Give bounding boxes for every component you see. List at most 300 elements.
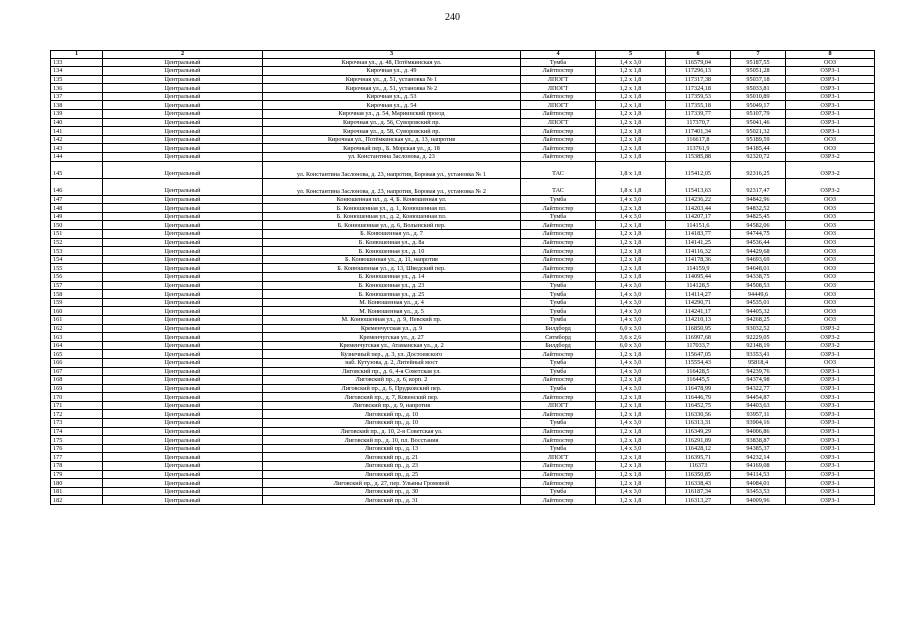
table-row [51, 496, 875, 505]
structure-type-cell: Лайтпостер [521, 67, 596, 76]
size-cell: 1,2 x 1,8 [596, 393, 666, 402]
coord-y-cell: 92148,19 [731, 341, 786, 350]
table-row [51, 315, 875, 324]
coord-y-cell: 94374,98 [731, 376, 786, 385]
zone-cell: ОЗРЗ-1 [786, 376, 875, 385]
coord-x-cell: 116187,34 [666, 487, 731, 496]
table-row [51, 419, 875, 428]
coord-x-cell: 113761,9 [666, 144, 731, 153]
table-row [51, 178, 875, 195]
coord-y-cell: 94582,06 [731, 221, 786, 230]
coord-x-cell: 116478,99 [666, 384, 731, 393]
district-cell: Центральный [103, 264, 263, 273]
structure-type-cell: Лайтпостер [521, 153, 596, 162]
address-cell: Кременчугская ул., Атаманская ул., д. 2 [263, 341, 521, 350]
size-cell: 1,4 x 3,0 [596, 298, 666, 307]
zone-cell: ОЗРЗ-1 [786, 479, 875, 488]
address-cell: Б. Конюшенная ул., д. 6, Волынский пер. [263, 221, 521, 230]
size-cell: 1,8 x 1,8 [596, 161, 666, 178]
row-number-cell: 157 [51, 281, 103, 290]
address-cell: Б. Конюшенная ул., д. 1, Конюшенная пл. [263, 204, 521, 213]
row-number-cell: 164 [51, 341, 103, 350]
district-cell: Центральный [103, 290, 263, 299]
row-number-cell: 182 [51, 496, 103, 505]
row-number-cell: 175 [51, 436, 103, 445]
row-number-cell: 158 [51, 290, 103, 299]
row-number-cell: 136 [51, 84, 103, 93]
coord-x-cell: 117317,38 [666, 75, 731, 84]
coord-x-cell: 116395,71 [666, 453, 731, 462]
table-row [51, 58, 875, 67]
coord-x-cell: 114210,13 [666, 315, 731, 324]
table-row [51, 410, 875, 419]
table-row [51, 195, 875, 204]
table-row [51, 67, 875, 76]
coord-y-cell: 94842,96 [731, 195, 786, 204]
zone-cell: ООЗ [786, 264, 875, 273]
coord-x-cell: 116313,31 [666, 419, 731, 428]
address-cell: Б. Конюшенная ул., д. 8а [263, 238, 521, 247]
address-cell: Б. Конюшенная ул., д. 10 [263, 247, 521, 256]
row-number-cell: 150 [51, 221, 103, 230]
structure-type-cell: ЛПОГТ [521, 84, 596, 93]
row-number-cell: 173 [51, 419, 103, 428]
table-row [51, 393, 875, 402]
coord-y-cell: 94832,52 [731, 204, 786, 213]
zone-cell: ОЗРЗ-1 [786, 384, 875, 393]
zone-cell: ООЗ [786, 307, 875, 316]
coord-x-cell: 116330,56 [666, 410, 731, 419]
structure-type-cell: Лайтпостер [521, 410, 596, 419]
zone-cell: ООЗ [786, 247, 875, 256]
district-cell: Центральный [103, 161, 263, 178]
table-row [51, 127, 875, 136]
data-table [50, 50, 875, 505]
table-row [51, 350, 875, 359]
structure-type-cell: Лайтпостер [521, 221, 596, 230]
size-cell: 1,4 x 3,0 [596, 315, 666, 324]
district-cell: Центральный [103, 272, 263, 281]
district-cell: Центральный [103, 118, 263, 127]
coord-x-cell: 117033,7 [666, 341, 731, 350]
column-header: 8 [786, 51, 875, 59]
size-cell: 1,2 x 1,8 [596, 272, 666, 281]
size-cell: 1,4 x 3,0 [596, 358, 666, 367]
table-row [51, 212, 875, 221]
address-cell: Лиговский пр., д. 13 [263, 444, 521, 453]
coord-x-cell: 115554,43 [666, 358, 731, 367]
coord-x-cell: 116350,85 [666, 470, 731, 479]
coord-x-cell: 114207,17 [666, 212, 731, 221]
address-cell: ул. Константина Заслонова, д. 23 [263, 153, 521, 162]
coord-x-cell: 117359,53 [666, 92, 731, 101]
table-row [51, 75, 875, 84]
address-cell: Б. Конюшенная ул., д. 13, Шведский пер. [263, 264, 521, 273]
size-cell: 1,2 x 1,8 [596, 410, 666, 419]
district-cell: Центральный [103, 58, 263, 67]
structure-type-cell: Тумба [521, 487, 596, 496]
table-row [51, 153, 875, 162]
table-row [51, 110, 875, 119]
table-row [51, 487, 875, 496]
coord-x-cell: 116373 [666, 462, 731, 471]
zone-cell: ООЗ [786, 230, 875, 239]
zone-cell: ООЗ [786, 255, 875, 264]
address-cell: Кременчугская ул., д. 27 [263, 333, 521, 342]
coord-x-cell: 116617,8 [666, 135, 731, 144]
table-row [51, 298, 875, 307]
district-cell: Центральный [103, 255, 263, 264]
coord-y-cell: 93453,53 [731, 487, 786, 496]
size-cell: 1,4 x 3,0 [596, 195, 666, 204]
coord-y-cell: 93904,16 [731, 419, 786, 428]
structure-type-cell: Лайтпостер [521, 376, 596, 385]
structure-type-cell: Лайтпостер [521, 247, 596, 256]
structure-type-cell: Ситиборд [521, 333, 596, 342]
size-cell: 1,2 x 1,8 [596, 436, 666, 445]
zone-cell: ООЗ [786, 315, 875, 324]
zone-cell: ОЗРЗ-1 [786, 444, 875, 453]
district-cell: Центральный [103, 333, 263, 342]
size-cell: 1,2 x 1,8 [596, 264, 666, 273]
structure-type-cell: Лайтпостер [521, 255, 596, 264]
zone-cell: ОЗРЗ-1 [786, 118, 875, 127]
structure-type-cell: Лайтпостер [521, 135, 596, 144]
coord-y-cell: 94403,63 [731, 401, 786, 410]
coord-x-cell: 115385,88 [666, 153, 731, 162]
district-cell: Центральный [103, 436, 263, 445]
table-row [51, 135, 875, 144]
coord-y-cell: 94405,32 [731, 307, 786, 316]
size-cell: 1,4 x 3,0 [596, 367, 666, 376]
row-number-cell: 167 [51, 367, 103, 376]
district-cell: Центральный [103, 67, 263, 76]
column-header: 2 [103, 51, 263, 59]
coord-x-cell: 116446,79 [666, 393, 731, 402]
coord-y-cell: 94825,45 [731, 212, 786, 221]
structure-type-cell: Лайтпостер [521, 479, 596, 488]
zone-cell: ОЗРЗ-1 [786, 496, 875, 505]
size-cell: 1,2 x 1,8 [596, 462, 666, 471]
structure-type-cell: Тумба [521, 315, 596, 324]
structure-type-cell: Тумба [521, 367, 596, 376]
table-row [51, 358, 875, 367]
district-cell: Центральный [103, 153, 263, 162]
district-cell: Центральный [103, 470, 263, 479]
zone-cell: ОЗРЗ-2 [786, 341, 875, 350]
coord-y-cell: 95187,55 [731, 58, 786, 67]
table-row [51, 281, 875, 290]
row-number-cell: 166 [51, 358, 103, 367]
row-number-cell: 146 [51, 178, 103, 195]
table-row [51, 161, 875, 178]
address-cell: М. Конюшенная ул., д. 5 [263, 307, 521, 316]
structure-type-cell: Лайтпостер [521, 144, 596, 153]
size-cell: 1,4 x 3,0 [596, 487, 666, 496]
coord-y-cell: 95049,17 [731, 101, 786, 110]
zone-cell: ОЗРЗ-1 [786, 436, 875, 445]
district-cell: Центральный [103, 298, 263, 307]
size-cell: 1,2 x 1,8 [596, 221, 666, 230]
table-row [51, 101, 875, 110]
structure-type-cell: ТАС [521, 161, 596, 178]
column-header: 1 [51, 51, 103, 59]
address-cell: Кирочная ул., д. 58, Суворовский пр. [263, 127, 521, 136]
district-cell: Центральный [103, 401, 263, 410]
zone-cell: ООЗ [786, 204, 875, 213]
coord-y-cell: 95107,79 [731, 110, 786, 119]
row-number-cell: 177 [51, 453, 103, 462]
district-cell: Центральный [103, 221, 263, 230]
structure-type-cell: Тумба [521, 212, 596, 221]
row-number-cell: 159 [51, 298, 103, 307]
zone-cell: ОЗРЗ-1 [786, 110, 875, 119]
table-row [51, 204, 875, 213]
structure-type-cell: ТАС [521, 178, 596, 195]
coord-x-cell: 117401,34 [666, 127, 731, 136]
table-row [51, 255, 875, 264]
row-number-cell: 145 [51, 161, 103, 178]
zone-cell: ОЗРЗ-1 [786, 393, 875, 402]
size-cell: 1,2 x 1,8 [596, 247, 666, 256]
zone-cell: ОЗРЗ-1 [786, 462, 875, 471]
zone-cell: ООЗ [786, 212, 875, 221]
district-cell: Центральный [103, 496, 263, 505]
coord-x-cell: 114183,77 [666, 230, 731, 239]
zone-cell: ОЗРЗ-2 [786, 324, 875, 333]
zone-cell: ОЗРЗ-1 [786, 75, 875, 84]
zone-cell: ОЗРЗ-1 [786, 367, 875, 376]
page-number: 240 [445, 12, 460, 23]
district-cell: Центральный [103, 307, 263, 316]
coord-y-cell: 93957,11 [731, 410, 786, 419]
row-number-cell: 165 [51, 350, 103, 359]
row-number-cell: 171 [51, 401, 103, 410]
coord-x-cell: 117370,7 [666, 118, 731, 127]
coord-x-cell: 116997,68 [666, 333, 731, 342]
address-cell: Б. Конюшенная ул., д. 11, напротив [263, 255, 521, 264]
coord-x-cell: 117324,18 [666, 84, 731, 93]
size-cell: 1,4 x 3,0 [596, 290, 666, 299]
column-header: 6 [666, 51, 731, 59]
table-row [51, 436, 875, 445]
size-cell: 3,6 x 2,6 [596, 333, 666, 342]
coord-y-cell: 95818,4 [731, 358, 786, 367]
structure-type-cell: Лайтпостер [521, 230, 596, 239]
district-cell: Центральный [103, 341, 263, 350]
address-cell: Лиговский пр., д. 10 [263, 410, 521, 419]
row-number-cell: 153 [51, 247, 103, 256]
address-cell: Б. Конюшенная ул., д. 14 [263, 272, 521, 281]
row-number-cell: 143 [51, 144, 103, 153]
coord-y-cell: 94185,44 [731, 144, 786, 153]
structure-type-cell: Лайтпостер [521, 92, 596, 101]
coord-x-cell: 116291,89 [666, 436, 731, 445]
table-row [51, 221, 875, 230]
address-cell: Б. Конюшенная ул., д. 23 [263, 281, 521, 290]
size-cell: 1,4 x 3,0 [596, 281, 666, 290]
district-cell: Центральный [103, 427, 263, 436]
district-cell: Центральный [103, 84, 263, 93]
coord-y-cell: 95041,46 [731, 118, 786, 127]
header-row [51, 51, 875, 59]
structure-type-cell: Тумба [521, 298, 596, 307]
row-number-cell: 170 [51, 393, 103, 402]
coord-x-cell: 114141,25 [666, 238, 731, 247]
zone-cell: ОЗРЗ-1 [786, 427, 875, 436]
address-cell: Лиговский пр., д. 31 [263, 496, 521, 505]
table-row [51, 230, 875, 239]
district-cell: Центральный [103, 462, 263, 471]
structure-type-cell: ЛПОГТ [521, 118, 596, 127]
size-cell: 1,2 x 1,8 [596, 127, 666, 136]
size-cell: 1,4 x 3,0 [596, 419, 666, 428]
column-header: 5 [596, 51, 666, 59]
size-cell: 1,2 x 1,8 [596, 427, 666, 436]
coord-y-cell: 94454,87 [731, 393, 786, 402]
structure-type-cell: Лайтпостер [521, 496, 596, 505]
zone-cell: ОЗРЗ-1 [786, 67, 875, 76]
coord-x-cell: 114159,9 [666, 264, 731, 273]
row-number-cell: 139 [51, 110, 103, 119]
size-cell: 1,2 x 1,8 [596, 92, 666, 101]
row-number-cell: 140 [51, 118, 103, 127]
coord-x-cell: 114114,27 [666, 290, 731, 299]
row-number-cell: 161 [51, 315, 103, 324]
size-cell: 1,2 x 1,8 [596, 496, 666, 505]
table-row [51, 470, 875, 479]
size-cell: 1,2 x 1,8 [596, 110, 666, 119]
structure-type-cell: Лайтпостер [521, 470, 596, 479]
address-cell: Кирочная ул., Потёмкинская ул., д. 13, напротив [263, 135, 521, 144]
coord-y-cell: 94338,75 [731, 272, 786, 281]
structure-type-cell: ЛПОГТ [521, 401, 596, 410]
coord-y-cell: 94536,44 [731, 238, 786, 247]
coord-x-cell: 114203,44 [666, 204, 731, 213]
table-row [51, 144, 875, 153]
table-row [51, 384, 875, 393]
district-cell: Центральный [103, 195, 263, 204]
zone-cell: ОЗРЗ-1 [786, 127, 875, 136]
row-number-cell: 138 [51, 101, 103, 110]
row-number-cell: 163 [51, 333, 103, 342]
address-cell: наб. Кутузова, д. 2, Литейный мост [263, 358, 521, 367]
coord-x-cell: 116349,29 [666, 427, 731, 436]
row-number-cell: 174 [51, 427, 103, 436]
district-cell: Центральный [103, 419, 263, 428]
coord-y-cell: 94385,37 [731, 444, 786, 453]
row-number-cell: 176 [51, 444, 103, 453]
row-number-cell: 162 [51, 324, 103, 333]
structure-type-cell: ЛПОГТ [521, 101, 596, 110]
address-cell: Кирочный пер., Б. Морская ул., д. 18 [263, 144, 521, 153]
coord-y-cell: 94322,77 [731, 384, 786, 393]
zone-cell: ООЗ [786, 58, 875, 67]
table-row [51, 84, 875, 93]
zone-cell: ООЗ [786, 238, 875, 247]
district-cell: Центральный [103, 315, 263, 324]
row-number-cell: 151 [51, 230, 103, 239]
size-cell: 1,2 x 1,8 [596, 230, 666, 239]
address-cell: Б. Конюшенная ул., д. 2, Конюшенная пл. [263, 212, 521, 221]
coord-y-cell: 93032,52 [731, 324, 786, 333]
table-row [51, 376, 875, 385]
district-cell: Центральный [103, 324, 263, 333]
row-number-cell: 160 [51, 307, 103, 316]
zone-cell: ООЗ [786, 298, 875, 307]
district-cell: Центральный [103, 238, 263, 247]
district-cell: Центральный [103, 358, 263, 367]
district-cell: Центральный [103, 178, 263, 195]
coord-y-cell: 94535,01 [731, 298, 786, 307]
coord-x-cell: 116579,04 [666, 58, 731, 67]
zone-cell: ОЗРЗ-1 [786, 419, 875, 428]
table-row [51, 462, 875, 471]
coord-y-cell: 94009,96 [731, 496, 786, 505]
size-cell: 1,2 x 1,8 [596, 238, 666, 247]
coord-x-cell: 115413,63 [666, 178, 731, 195]
district-cell: Центральный [103, 487, 263, 496]
structure-type-cell: Лайтпостер [521, 110, 596, 119]
address-cell: Лиговский пр., д. 6, 4-я Советская ул. [263, 367, 521, 376]
coord-y-cell: 92317,47 [731, 178, 786, 195]
coord-y-cell: 95051,28 [731, 67, 786, 76]
coord-y-cell: 94648,01 [731, 264, 786, 273]
table-row [51, 479, 875, 488]
district-cell: Центральный [103, 281, 263, 290]
size-cell: 1,2 x 1,8 [596, 75, 666, 84]
address-cell: М. Конюшенная ул., д. 4 [263, 298, 521, 307]
row-number-cell: 148 [51, 204, 103, 213]
size-cell: 1,2 x 1,8 [596, 376, 666, 385]
address-cell: Кирочная ул., д. 56, Суворовский пр. [263, 118, 521, 127]
zone-cell: ОЗРЗ-1 [786, 84, 875, 93]
size-cell: 1,2 x 1,8 [596, 118, 666, 127]
structure-type-cell: Лайтпостер [521, 350, 596, 359]
zone-cell: ОЗРЗ-2 [786, 333, 875, 342]
structure-type-cell: Лайтпостер [521, 462, 596, 471]
address-cell: Лиговский пр., д. 7, Ковенский пер. [263, 393, 521, 402]
zone-cell: ОЗРЗ-1 [786, 350, 875, 359]
coord-x-cell: 116313,27 [666, 496, 731, 505]
coord-x-cell: 114116,32 [666, 247, 731, 256]
structure-type-cell: Тумба [521, 195, 596, 204]
zone-cell: ООЗ [786, 290, 875, 299]
coord-x-cell: 114236,22 [666, 195, 731, 204]
size-cell: 1,4 x 3,0 [596, 384, 666, 393]
size-cell: 1,2 x 1,8 [596, 470, 666, 479]
address-cell: Лиговский пр., д. 23 [263, 462, 521, 471]
address-cell: Конюшенная пл., д. 4, Б. Конюшенная ул. [263, 195, 521, 204]
row-number-cell: 137 [51, 92, 103, 101]
coord-y-cell: 92316,25 [731, 161, 786, 178]
structure-type-cell: Тумба [521, 58, 596, 67]
size-cell: 1,2 x 1,8 [596, 135, 666, 144]
column-header: 4 [521, 51, 596, 59]
row-number-cell: 144 [51, 153, 103, 162]
address-cell: Кирочная ул., д. 54, Мариинский проезд [263, 110, 521, 119]
row-number-cell: 156 [51, 272, 103, 281]
coord-y-cell: 93838,87 [731, 436, 786, 445]
coord-x-cell: 116428,12 [666, 444, 731, 453]
row-number-cell: 180 [51, 479, 103, 488]
zone-cell: ОЗРЗ-1 [786, 487, 875, 496]
coord-x-cell: 117339,77 [666, 110, 731, 119]
coord-x-cell: 115647,05 [666, 350, 731, 359]
coord-y-cell: 94508,53 [731, 281, 786, 290]
size-cell: 1,2 x 1,8 [596, 144, 666, 153]
structure-type-cell: Лайтпостер [521, 436, 596, 445]
